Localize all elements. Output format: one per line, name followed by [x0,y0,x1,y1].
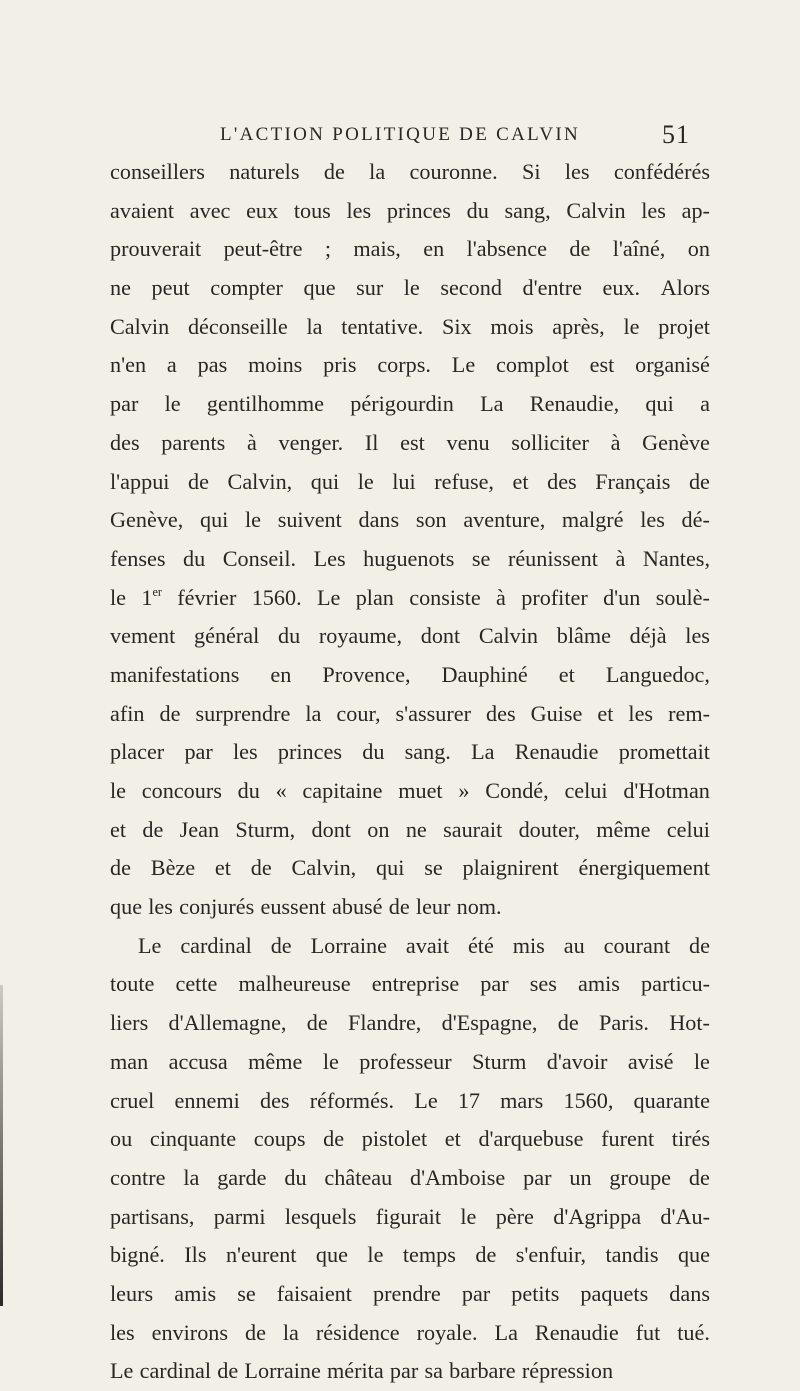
text-line: le concours du « capitaine muet » Condé, celui d'Hotman [110,778,710,803]
text-line: ne peut compter que sur le second d'entre eux. Alors [110,275,710,301]
text-line: Calvin déconseille la tentative. Six mois après, le projet [110,313,710,339]
text-line: Le cardinal de Lorraine avait été mis au courant de [138,932,710,958]
running-title: L'ACTION POLITIQUE DE CALVIN [219,124,580,145]
text-line: placer par les princes du sang. La Renaudie promettait [110,739,710,765]
text-line: prouverait peut-être ; mais, en l'absence de l'aîné, on [110,236,710,262]
text-line: bigné. Ils n'eurent que le temps de s'enfuir, tandis que [110,1242,710,1268]
text-line: n'en a pas moins pris corps. Le complot est organisé [110,352,710,378]
text-line: l'appui de Calvin, qui le lui refuse, et des Français de [110,468,710,494]
page-edge-shadow [0,985,3,1306]
text-line: manifestations en Provence, Dauphiné et Languedoc, [110,661,710,687]
text-line: contre la garde du château d'Amboise par un groupe de [110,1164,710,1190]
text-line: de Bèze et de Calvin, qui se plaignirent énergiquement [110,855,710,881]
text-line: cruel ennemi des réformés. Le 17 mars 1560, quarante [110,1087,710,1113]
text-line: afin de surprendre la cour, s'assurer des Guise et les rem- [110,700,710,726]
text-line: vement général du royaume, dont Calvin blâme déjà les [110,623,710,649]
text-line: et de Jean Sturm, dont on ne saurait douter, même celui [110,816,710,842]
text-line: ou cinquante coups de pistolet et d'arquebuse furent tirés [110,1126,710,1152]
text-line: liers d'Allemagne, de Flandre, d'Espagne, de Paris. Hot- [110,1010,710,1036]
text-line: man accusa même le professeur Sturm d'avoir avisé le [110,1048,710,1074]
running-head [0,120,800,150]
text-line: par le gentilhomme périgourdin La Renaudie, qui a [110,391,710,417]
text-line: conseillers naturels de la couronne. Si les confédérés [110,159,710,184]
body-text [110,153,710,1391]
text-line: avaient avec eux tous les princes du sang, Calvin les ap- [110,197,710,223]
text-line: des parents à venger. Il est venu solliciter à Genève [110,429,710,455]
text-line: que les conjurés eussent abusé de leur nom. [110,894,502,920]
text-line: Genève, qui le suivent dans son aventure, malgré les dé- [110,507,710,533]
text-line: les environs de la résidence royale. La Renaudie fut tué. [110,1319,710,1345]
text-line: fenses du Conseil. Les huguenots se réunissent à Nantes, [110,545,710,571]
text-line: toute cette malheureuse entreprise par ses amis particu- [110,971,710,997]
page-number: 51 [662,120,690,149]
text-line: le 1er février 1560. Le plan consiste à profiter d'un soulè- [110,584,710,610]
text-line: partisans, parmi lesquels figurait le père d'Agrippa d'Au- [110,1203,710,1229]
text-line: Le cardinal de Lorraine mérita par sa barbare répression [110,1358,614,1384]
text-line: leurs amis se faisaient prendre par petits paquets dans [110,1280,710,1306]
